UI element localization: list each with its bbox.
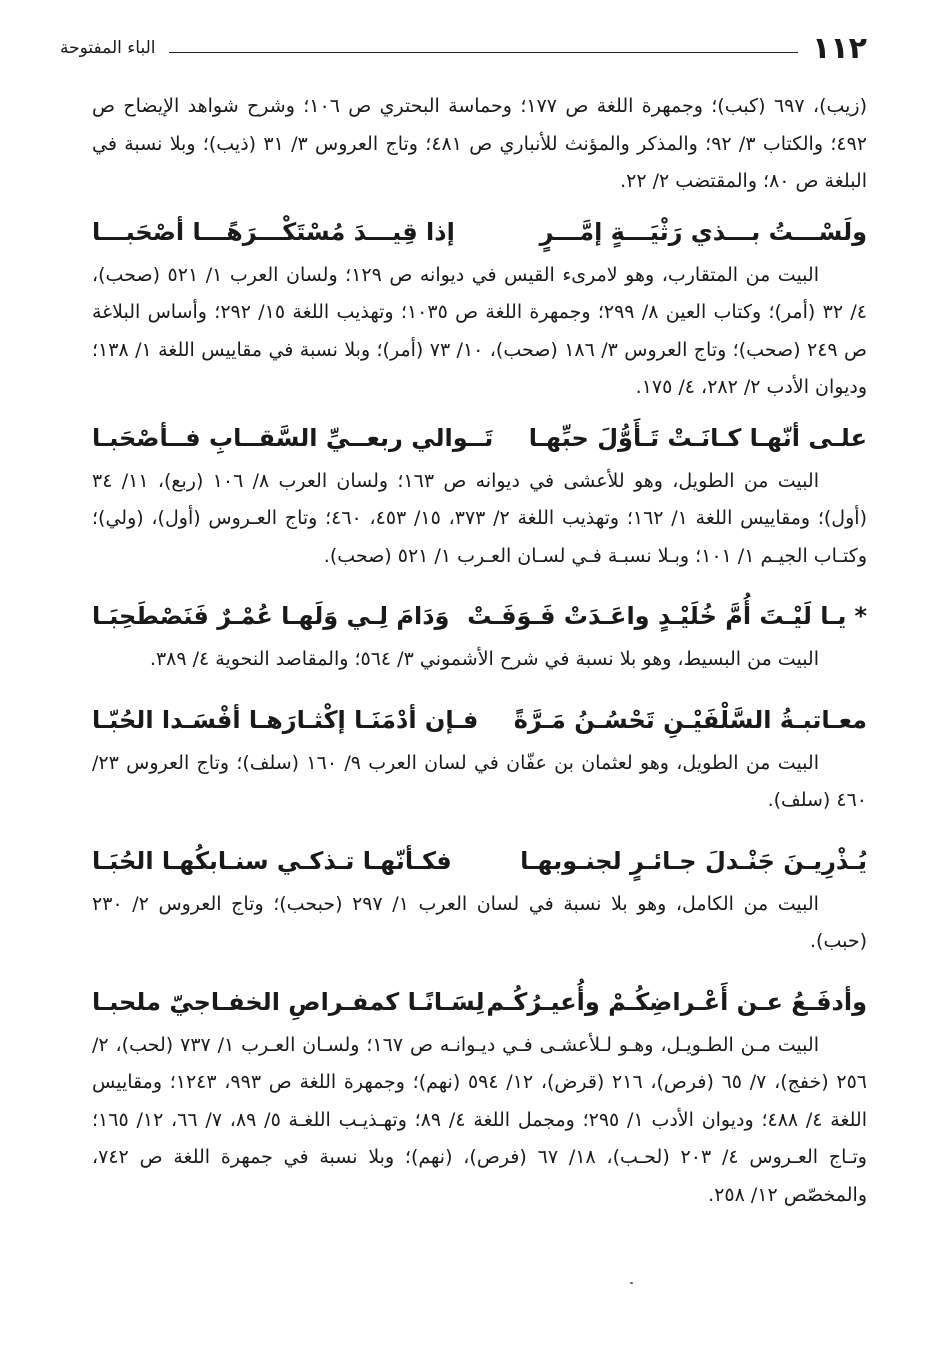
paragraph-line: العروس ٢٣/ ٤٦٠ (سلف).	[92, 751, 867, 811]
scan-speck	[630, 1282, 633, 1284]
citation-paragraph	[92, 257, 867, 407]
poem-verse	[92, 415, 867, 461]
paragraph-line: (صحب).	[323, 544, 392, 567]
paragraph-line: البيت مـن الطـويـل، وهـو لـلأعشـى فـي ديـوانـه ص ١٦٧؛ ولسـان العـرب ١/ ٧٣٧	[180, 1033, 819, 1056]
verse-second-hemistich: فكـأنّهـا تـذكـي سنـابكُهـا الحُبَـا	[92, 846, 452, 875]
paragraph-line: ١١/ ٣٤ (أول)؛ ومقاييس اللغة ١/ ١٦٢؛ وتهذيب اللغة ٢/ ٣٧٣، ١٥/ ٤٥٣، ٤٦٠؛ وتاج	[92, 469, 867, 529]
paragraph-line: (لحب)، ٢/ ٢٥٦ (خفج)، ٧/ ٦٥ (فرص)، ٢١٦ (قرض)، ١٢/ ٥٩٤ (نهم)؛ وجمهرة	[92, 1033, 867, 1093]
poem-verse	[92, 979, 867, 1025]
verse-second-hemistich: لِسَـانًـا كمفـراصِ الخفـاجيّ ملحبـا	[92, 987, 485, 1016]
paragraph-line: ٢/ ٢٣٠ (حبب).	[92, 892, 867, 952]
paragraph-line: ١٨/ ٦٧ (فرص)، (نهم)؛ وبلا نسبة في جمهرة اللغة ص ٧٤٢، والمخصّص ١٢/ ٢٥٨.	[92, 1146, 867, 1206]
header-rule	[169, 52, 798, 53]
paragraph-line: (أمر)؛ وبلا نسبة في مقاييس اللغة ١/ ١٣٨؛ وديوان الأدب ٢/ ٢٨٢، ٤/ ١٧٥.	[92, 338, 867, 398]
paragraph-line: اللغة ص ٩٩٣، ١٢٤٣؛ ومقاييس اللغة ٤/ ٤٨٨؛ وديوان الأدب ١/ ٢٩٥؛ ومجمل اللغة	[92, 1071, 868, 1131]
verse-first-hemistich: علـى أنّهـا كـانَـتْ تَـأَوُّلَ حبِّهـا	[528, 423, 867, 452]
paragraph-line: البيت من الطويل، وهو للأعشى في ديوانه ص ١٦٣؛ ولسان العرب ٨/ ١٠٦ (ربع)،	[157, 469, 819, 492]
citation-paragraph	[92, 1027, 867, 1215]
verse-second-hemistich: وَدَامَ لِـي وَلَهـا عُمْـرٌ فَنَصْطَحِبَـا	[92, 602, 450, 630]
citation-paragraph	[92, 886, 867, 961]
verse-second-hemistich: تَــوالي ربعــيِّ السَّقــابِ فــأصْحَبـا	[92, 423, 494, 452]
paragraph-line: البيت من المتقارب، وهو لامرىء القيس في ديوانه ص ١٢٩؛ ولسان العرب ١/ ٥٢١	[167, 263, 819, 286]
verse-first-hemistich: يُـذْرِيـنَ جَنْـدلَ جـائـرٍ لجنـوبهـا	[520, 846, 867, 875]
verse-first-text: يـا لَيْـتَ أُمَّ خُلَيْـدٍ واعَـدَتْ فَـوَفَـتْ	[467, 602, 847, 630]
poem-verse	[92, 697, 867, 743]
verse-first-hemistich: معـاتبـةُ السَّلْفَيْـنِ تَحْسُـنُ مَـرَّةً	[513, 705, 867, 734]
poem-verse	[92, 838, 867, 884]
verse-first-hemistich: ولَسْـــتُ بـــذي رَثْيَـــةٍ إمَّـــرٍ	[539, 217, 867, 246]
verse-second-hemistich: فـإن أدْمَنَـا إكْثـارَهـا أفْسَـدا الحُبّـا	[92, 705, 479, 734]
paragraph-line: (زيب)، ٦٩٧ (كبب)؛ وجمهرة اللغة ص ١٧٧؛ وحماسة البحتري ص ١٠٦؛ وشرح	[247, 95, 868, 117]
paragraph-line: ٤/ ٨٩؛ وتهـذيـب اللغـة ٥/ ٨٩، ٧/ ٦٦، ١٢/ ١٦٥؛ وتـاج العـروس ٤/ ٢٠٣ (لحـب)،	[92, 1108, 867, 1168]
verse-marker: *	[854, 602, 867, 630]
citation-paragraph	[92, 745, 867, 820]
spacer	[92, 820, 867, 830]
paragraph-line: البيت من البسيط، وهو بلا نسبة في شرح الأشموني ٣/ ٥٦٤؛ والمقاصد النحوية	[215, 648, 819, 670]
page-body	[92, 88, 867, 1214]
citation-paragraph	[92, 88, 867, 201]
paragraph-line: (صحب)، ٤/ ٣٢ (أمر)؛ وكتاب العين ٨/ ٢٩٩؛ وجمهرة اللغة ص ١٠٣٥؛ وتهذيب اللغة	[92, 263, 867, 323]
verse-first-hemistich	[467, 593, 867, 639]
page-number: ١١٢	[812, 30, 867, 66]
spacer	[92, 575, 867, 585]
verse-first-hemistich: وأدفَـعُ عـن أَعْـراضِكُـمْ وأُعيـرُكُـم	[486, 987, 867, 1016]
verse-second-hemistich: إذا قِيـــدَ مُسْتَكْـــرَهًـــا أصْحَبـــا	[92, 217, 455, 246]
paragraph-line: العـروس (أول)، (ولي)؛ وكتـاب الجيـم ١/ ١٠١؛ وبـلا نسبـة فـي لسـان العـرب ١/ ٥٢١	[92, 507, 867, 567]
paragraph-line: العروس ٣/ ٣١ (ذيب)؛ وبلا نسبة في البلغة ص ٨٠؛ والمقتضب ٢/ ٢٢.	[92, 132, 867, 192]
running-header	[60, 28, 867, 68]
paragraph-line: ٤/ ٣٨٩.	[149, 648, 210, 670]
paragraph-line: البيت من الطويل، وهو لعثمان بن عفّان في لسان العرب ٩/ ١٦٠ (سلف)؛ وتاج	[196, 751, 819, 774]
paragraph-line: البيت من الكامل، وهو بلا نسبة في لسان العرب ١/ ٢٩٧ (حبحب)؛ وتاج العروس	[158, 892, 819, 915]
paragraph-line: ١٥/ ٢٩٢؛ وأساس البلاغة ص ٢٤٩ (صحب)؛ وتاج العروس ٣/ ١٨٦ (صحب)، ١٠/ ٧٣	[92, 301, 868, 361]
poem-verse	[92, 593, 867, 639]
spacer	[92, 679, 867, 689]
poem-verse	[92, 209, 867, 255]
spacer	[92, 961, 867, 971]
running-title: الباء المفتوحة	[60, 38, 156, 58]
citation-paragraph	[92, 463, 867, 576]
paragraph-line: شواهد الإيضاح ص ٤٩٢؛ والكتاب ٣/ ٩٢؛ والمذكر والمؤنث للأنباري ص ٤٨١؛ وتاج	[92, 95, 867, 155]
citation-paragraph	[92, 641, 867, 679]
